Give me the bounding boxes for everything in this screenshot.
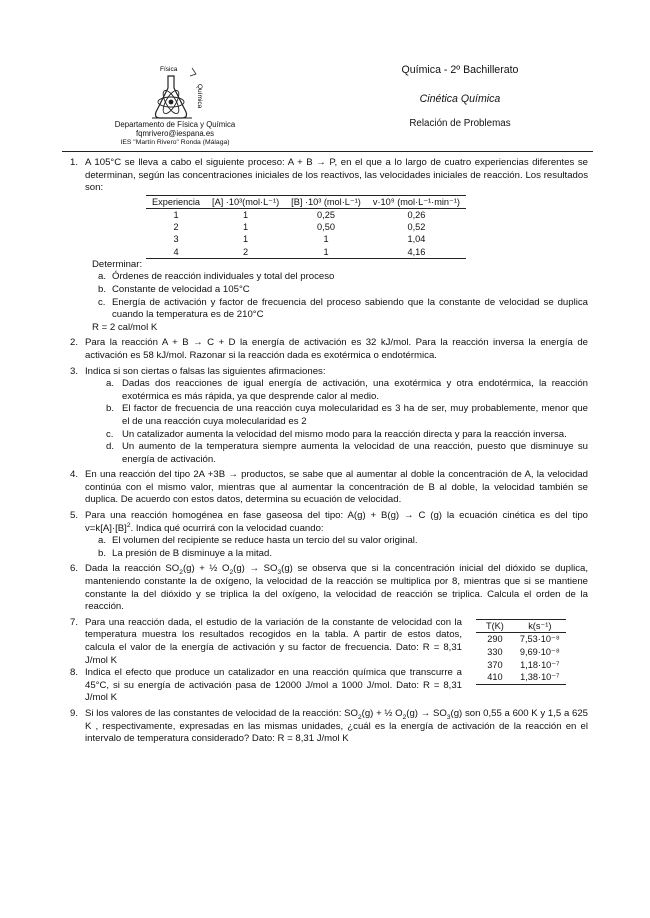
table-cell: 1 [243, 234, 249, 245]
table-cell: 330 [487, 647, 503, 658]
problem-text: En una reacción del tipo 2A +3B → productos, se sabe que al aumentar al doble la concentración de A, la velocidad continúa con el mismo valor, mientras que al aumentar la concentración de B al doble, la velocidad también se duplica. De acuerdo con estos datos, determina su ecuación de velocidad. [85, 469, 588, 506]
subscript: 3 [277, 569, 282, 577]
table-cell: 1,38·10⁻⁷ [514, 671, 566, 684]
problem-9 [70, 708, 588, 746]
table-cell: 290 [487, 634, 503, 645]
subscript: 2 [229, 569, 234, 577]
table-cell: 0,50 [317, 222, 335, 233]
table-cell: 0,25 [317, 209, 335, 220]
table-cell: 1 [323, 234, 329, 245]
sub-item-letter: b. [106, 403, 115, 415]
sub-item-letter: b. [98, 547, 107, 559]
column-header: v·10⁹ (mol·L⁻¹·min⁻¹) [367, 195, 466, 208]
problem-number: 7. [70, 616, 79, 628]
problem-text: (g) → SO [406, 707, 447, 719]
sub-item [70, 535, 588, 548]
problem-number: 4. [70, 469, 79, 481]
problem-2 [70, 337, 588, 362]
sub-item-letter: a. [106, 378, 115, 390]
problem-number: 3. [70, 365, 79, 377]
problem-number: 5. [70, 510, 79, 522]
subscript: 2 [357, 713, 362, 721]
problem-text: Dada la reacción SO [85, 563, 180, 575]
table-cell: 1,18·10⁻⁷ [520, 659, 560, 670]
header-titles [350, 64, 570, 130]
table-row [146, 233, 466, 245]
table-header-row [476, 619, 566, 633]
column-header: T(K) [476, 619, 514, 633]
table-cell: 1 [243, 209, 249, 220]
document-type: Relación de Problemas [409, 118, 511, 129]
table-cell: 0,52 [407, 222, 426, 233]
table-cell: 4,16 [367, 246, 466, 259]
column-header: k(s⁻¹) [514, 619, 566, 633]
problem-number: 1. [70, 157, 79, 168]
problem-text: (g) → SO [233, 563, 278, 575]
exponent: 2 [126, 521, 131, 529]
problem-text: A 105°C se lleva a cabo el siguiente proceso: A + B → P, en el que a lo largo de cuatro experiencias diferentes se determinan, según las concentraciones iniciales de los reactivos, las velocidades iniciales de reacción. Los resultados son: [85, 157, 588, 194]
rates-table [146, 195, 466, 259]
table-cell: 1 [285, 246, 367, 259]
sub-item-letter: c. [106, 428, 114, 440]
sub-item-letter: a. [98, 535, 107, 547]
sub-item-text: Órdenes de reacción individuales y total del proceso [112, 271, 335, 283]
problem-number: 8. [70, 667, 79, 679]
problem-number: 9. [70, 707, 79, 719]
sub-item-text: El volumen del recipiente se reduce hasta un tercio del su valor original. [112, 535, 418, 547]
sub-item-text: Constante de velocidad a 105°C [112, 283, 250, 295]
school-logo [140, 62, 212, 126]
table-cell: 1,04 [407, 234, 426, 245]
problem-text-end: . Indica qué ocurrirá con la velocidad cuando: [130, 522, 324, 534]
sub-item-text: Un catalizador aumenta la velocidad del mismo modo para la reacción directa y para la reacción inversa. [122, 428, 567, 440]
table-cell: 9,69·10⁻⁸ [519, 647, 560, 658]
sub-item-letter: a. [98, 271, 107, 283]
table-row [476, 646, 566, 659]
sub-item-text: Dadas dos reacciones de igual energía de activación, una exotérmica y otra endotérmica, la reacción exotérmica es más rápida, ya que desprende calor al medio. [122, 378, 588, 402]
sub-item-text: Energía de activación y factor de frecuencia del proceso sabiendo que la constante de velocidad se duplica cuando la temperatura es de 210°C [112, 296, 588, 321]
table-cell: 370 [487, 659, 503, 670]
subscript: 2 [179, 569, 183, 577]
school-name: IES "Martín Rivero" Ronda (Málaga) [120, 139, 230, 147]
sub-item-letter: c. [98, 296, 106, 308]
determine-intro: Determinar: [92, 258, 143, 270]
table-cell: 4 [146, 246, 206, 259]
sub-item-letter: b. [98, 283, 107, 295]
problem-3 [70, 366, 588, 379]
problem-8 [70, 667, 462, 705]
table-row [476, 671, 566, 684]
problem-text: (g) son 0,55 a 600 K y 1,5 a 625 K , respectivamente, expresadas en las mismas unidades, ¿cuál es la energía de activación de la reacción en el intervalo de temperatura considerado? Dato: R = 8,31 J/mol K [85, 707, 588, 745]
logo-fisica-text: Física [160, 66, 178, 73]
table-row [146, 208, 466, 221]
problem-text: (g) + ½ O [182, 563, 230, 575]
sub-item-text: La presión de B disminuye a la mitad. [112, 547, 272, 559]
table-cell: 1 [243, 222, 249, 233]
sub-item [70, 297, 588, 322]
problem-text: Para una reacción homogénea en fase gaseosa del tipo: A(g) + B(g) → C (g) la ecuación cinética es del tipo v=k[A]·[B] [85, 510, 588, 534]
topic-title: Cinética Química [419, 93, 501, 105]
table-cell: 1 [173, 209, 179, 220]
subscript: 3 [446, 713, 451, 721]
table-cell: 7,53·10⁻⁸ [519, 634, 560, 645]
sub-item-text: El factor de frecuencia de una reacción cuya molecularidad es 3 ha de ser, muy probablemente, menor que el de una reacción cuya molecularidad es 2 [122, 403, 588, 427]
subscript: 2 [402, 713, 407, 721]
problem-7 [70, 617, 462, 667]
sub-item [70, 403, 588, 428]
table-row [146, 221, 466, 233]
department-block [80, 120, 270, 148]
table-cell: 3 [173, 234, 179, 245]
problem-text: Si los valores de las constantes de velocidad de la reacción: SO [85, 707, 358, 719]
problem-number: 6. [70, 563, 79, 575]
subject-title: Química - 2º Bachillerato [401, 64, 519, 76]
problem-text: (g) se observa que si la concentración inicial del dióxido se duplica, manteniendo constante la de oxígeno, la velocidad de la reacción se multiplica por 8, mientras que si se mantiene constante la del dióxido y se triplica la del oxígeno, la velocidad de reacción se triplica. Calcula el orden de la reacción. [85, 563, 589, 613]
logo-quimica-text: Química [196, 84, 203, 109]
sub-item [70, 441, 588, 466]
column-header: Experiencia [146, 195, 206, 208]
table-cell: 2 [173, 222, 179, 233]
rate-constants-table [476, 619, 566, 685]
sub-item [70, 284, 588, 297]
table-row [146, 246, 466, 259]
header-divider [62, 151, 593, 152]
problem-text: Indica si son ciertas o falsas las siguientes afirmaciones: [85, 365, 326, 377]
problem-number: 2. [70, 337, 79, 349]
table-row [476, 633, 566, 646]
sub-item-letter: d. [106, 441, 115, 453]
department-name: Departamento de Física y Química [114, 120, 236, 129]
table-header-row [146, 195, 466, 208]
sub-item [70, 378, 588, 403]
problem-text: Para una reacción dada, el estudio de la variación de la constante de velocidad con la temperatura muestra los resultados recogidos en la tabla. A partir de estos datos, calcula el valor de la energía de activación y su factor de frecuencia. Dato: R = 8,31 J/mol K [85, 616, 462, 666]
column-header: [A] ·10³(mol·L⁻¹) [206, 195, 285, 208]
sub-item-text: Un aumento de la temperatura siempre aumenta la velocidad de una reacción, puesto que disminuye su energía de activación. [122, 441, 588, 465]
problem-text: (g) + ½ O [361, 707, 403, 719]
problems-7-8 [70, 617, 588, 705]
table-row [476, 659, 566, 672]
problem-4 [70, 469, 588, 507]
department-email: fqmrivero@iespana.es [135, 129, 215, 139]
problem-list [70, 157, 588, 746]
problem-5 [70, 510, 588, 535]
problem-text: Para la reacción A + B → C + D la energía de activación es 32 kJ/mol. Para la reacción inversa la energía de activación es 58 kJ/mol. Razonar si la reacción dada es exotérmica o endotérmica. [85, 337, 588, 361]
problem-text: Indica el efecto que produce un catalizador en una reacción química que transcurre a 45°C, si su energía de activación pasa de 12000 J/mol a 1000 J/mol. Dato: R = 8,31 J/mol K [85, 667, 462, 704]
sub-item [70, 548, 588, 561]
problem-6 [70, 563, 588, 613]
sub-item [70, 271, 588, 284]
table-cell: 0,26 [407, 209, 426, 220]
table-cell: 2 [206, 246, 285, 259]
column-header: [B] ·10³ (mol·L⁻¹) [285, 195, 367, 208]
table-cell: 410 [476, 671, 514, 684]
problem-1 [70, 157, 588, 195]
sub-item [70, 429, 588, 442]
data-note: R = 2 cal/mol K [92, 321, 158, 333]
